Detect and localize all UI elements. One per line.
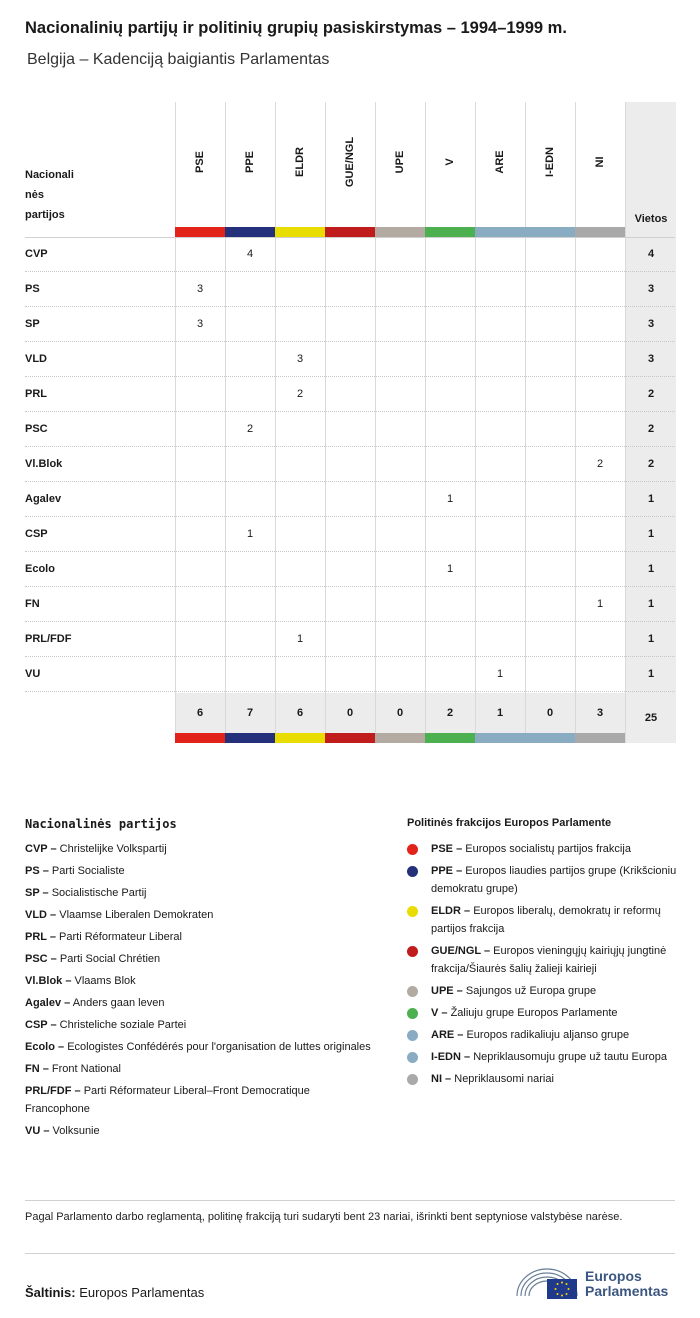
group-total: 2 [446,707,454,719]
seat-cell: 1 [296,633,304,645]
group-full-name: Europos liaudies partijos grupe (Krikšcioniu demokratu grupe) [431,865,677,895]
seat-cell: 2 [596,458,604,470]
ep-hemicycle-icon [514,1262,580,1302]
party-full-name: Parti Réformateur Liberal–Front Democratique Francophone [25,1085,310,1115]
group-code: V – [431,1007,448,1019]
group-color-bar [525,733,575,743]
group-legend-item [407,1004,677,1022]
group-total: 0 [546,707,554,719]
seat-cell: 2 [246,423,254,435]
group-code: PPE – [431,865,463,877]
seat-cell: 1 [596,598,604,610]
group-code: ELDR – [431,905,471,917]
row-total: 1 [647,528,655,540]
group-header [375,102,425,227]
party-name: SP [25,318,40,330]
table-row [25,272,675,307]
party-full-name: Christelijke Volkspartij [59,843,167,855]
table-row [25,412,675,447]
group-code: NI – [431,1073,452,1085]
row-total: 3 [647,283,655,295]
divider [25,1200,675,1201]
row-total: 1 [647,633,655,645]
source-line [25,1285,204,1300]
party-full-name: Front National [51,1063,121,1075]
group-color-bar [325,733,375,743]
seat-cell: 3 [196,318,204,330]
group-color-dot [407,1008,418,1019]
table-row [25,307,675,342]
party-full-name: Anders gaan leven [72,997,165,1009]
table-row [25,237,675,272]
logo-line: Parlamentas [585,1283,669,1299]
table-row [25,342,675,377]
table-row [25,622,675,657]
group-color-bar [275,227,325,237]
group-total: 3 [596,707,604,719]
party-legend-item [25,1122,375,1140]
party-name: VLD [25,353,47,365]
table-row [25,517,675,552]
group-code: I-EDN [544,147,556,177]
party-full-name: Parti Social Chrétien [59,953,161,965]
party-full-name: Vlaamse Liberalen Demokraten [59,909,214,921]
row-total: 3 [647,318,655,330]
page-subtitle: Belgija – Kadenciją baigiantis Parlamentas [27,51,330,68]
group-color-dot [407,1030,418,1041]
party-legend-item [25,884,375,902]
party-name: VU [25,668,41,680]
group-legend-item [407,982,677,1000]
group-legend-item [407,902,677,938]
group-total: 1 [496,707,504,719]
group-header [425,102,475,227]
group-header [175,102,225,227]
group-code: PSE [194,150,206,174]
party-full-name: Parti Socialiste [51,865,125,877]
source-label: Šaltinis: [25,1285,76,1300]
group-full-name: Žaliuju grupe Europos Parlamente [450,1007,618,1019]
group-color-bar [425,227,475,237]
seat-cell: 1 [246,528,254,540]
group-code: UPE [394,150,406,174]
party-code: PSC – [25,953,57,965]
group-legend-item [407,1048,677,1066]
party-name: PSC [25,423,48,435]
group-header [325,102,375,227]
group-legend-item [407,942,677,978]
group-code: ARE – [431,1029,464,1041]
table-row [25,657,675,692]
group-full-name: Europos liberalų, demokratų ir reformų partijos frakcija [431,905,661,935]
seat-cell: 4 [246,248,254,260]
table-row [25,552,675,587]
party-name: PRL/FDF [25,633,72,645]
party-code: FN – [25,1063,49,1075]
party-name: CSP [25,528,48,540]
seat-cell: 3 [196,283,204,295]
row-total: 4 [647,248,655,260]
party-code: Ecolo – [25,1041,65,1053]
page-title: Nacionalinių partijų ir politinių grupių pasiskirstymas – 1994–1999 m. [25,19,567,37]
political-groups-legend-title: Politinės frakcijos Europos Parlamente [407,817,612,829]
group-color-bar [175,227,225,237]
party-legend-item [25,972,375,990]
group-code: PSE – [431,843,463,855]
group-full-name: Europos radikaliuju aljanso grupe [466,1029,630,1041]
party-header-line: partijos [25,209,65,221]
party-header-line: nės [25,189,44,201]
logo-line: Europos [585,1268,642,1284]
group-legend-item [407,1070,677,1088]
party-legend-item [25,840,375,858]
table-row [25,377,675,412]
group-total: 7 [246,707,254,719]
party-column-header [25,165,74,225]
group-legend-item [407,862,677,898]
group-color-bar [575,227,625,237]
group-header [525,102,575,227]
group-color-bar [475,227,525,237]
group-full-name: Nepriklausomuju grupe už tautu Europa [473,1051,668,1063]
group-color-bar [375,227,425,237]
row-total: 2 [647,458,655,470]
group-code: ARE [494,150,506,174]
group-color-bar [225,227,275,237]
party-legend-item [25,906,375,924]
party-full-name: Volksunie [52,1125,100,1137]
party-header-line: Nacionali [25,169,74,181]
party-name: Ecolo [25,563,55,575]
group-color-bar [225,733,275,743]
group-code: PPE [244,150,256,174]
party-legend-item [25,950,375,968]
total-column-header: Vietos [634,213,668,225]
group-code: GUE/NGL [344,136,356,188]
party-code: PRL/FDF – [25,1085,81,1097]
group-color-dot [407,946,418,957]
row-total: 1 [647,598,655,610]
group-code: ELDR [294,147,306,177]
row-total: 3 [647,353,655,365]
group-code: UPE – [431,985,463,997]
party-legend-item [25,1060,375,1078]
party-code: PRL – [25,931,56,943]
party-code: CSP – [25,1019,57,1031]
group-color-bar [575,733,625,743]
group-full-name: Europos socialistų partijos frakcija [465,843,631,855]
group-full-name: Nepriklausomi nariai [454,1073,554,1085]
ep-logo-text [585,1269,668,1299]
national-parties-legend [25,840,375,1144]
party-code: VU – [25,1125,50,1137]
group-full-name: Europos vieningųjų kairiųjų jungtinė frakcija/Šiaurės šalių žalieji kairieji [431,945,667,975]
group-header [475,102,525,227]
seat-cell: 1 [496,668,504,680]
party-name: Agalev [25,493,62,505]
party-legend-item [25,994,375,1012]
seat-cell: 2 [296,388,304,400]
party-name: FN [25,598,40,610]
party-code: PS – [25,865,49,877]
group-color-bar [175,733,225,743]
party-full-name: Ecologistes Confédérés pour l'organisation de luttes originales [67,1041,371,1053]
row-total: 2 [647,388,655,400]
row-total: 2 [647,423,655,435]
group-color-bar [475,733,525,743]
source-value: Europos Parlamentas [79,1285,205,1300]
ep-logo [514,1262,679,1304]
group-color-bar [525,227,575,237]
row-total: 1 [647,668,655,680]
party-code: CVP – [25,843,57,855]
party-name: Vl.Blok [25,458,63,470]
divider [25,1253,675,1254]
party-code: Agalev – [25,997,71,1009]
group-total: 6 [296,707,304,719]
group-header [275,102,325,227]
footnote: Pagal Parlamento darbo reglamentą, politinę frakciją turi sudaryti bent 23 nariai, išrinkti bent septyniose valstybėse narėse. [25,1211,623,1223]
party-full-name: Vlaams Blok [74,975,136,987]
national-parties-legend-title: Nacionalinės partijos [25,817,177,831]
group-total: 0 [396,707,404,719]
party-name: PRL [25,388,47,400]
group-color-dot [407,1074,418,1085]
seat-cell: 1 [446,563,454,575]
table-row [25,447,675,482]
party-full-name: Socialistische Partij [51,887,147,899]
political-groups-legend [407,840,677,1092]
group-legend-item [407,1026,677,1044]
party-legend-item [25,1082,375,1118]
grand-total: 25 [644,712,658,724]
group-code: I-EDN – [431,1051,471,1063]
party-legend-item [25,1038,375,1056]
party-legend-item [25,862,375,880]
row-total: 1 [647,563,655,575]
group-full-name: Sajungos už Europa grupe [465,985,597,997]
group-code: V [444,158,456,166]
group-color-bar [375,733,425,743]
group-color-dot [407,986,418,997]
table-row [25,482,675,517]
party-code: SP – [25,887,49,899]
group-color-dot [407,844,418,855]
group-color-dot [407,1052,418,1063]
group-color-bar [425,733,475,743]
party-full-name: Parti Réformateur Liberal [59,931,182,943]
group-color-dot [407,866,418,877]
row-total: 1 [647,493,655,505]
party-name: PS [25,283,40,295]
party-legend-item [25,928,375,946]
party-full-name: Christeliche soziale Partei [59,1019,187,1031]
group-total: 0 [346,707,354,719]
party-code: VLD – [25,909,57,921]
table-row [25,587,675,622]
group-legend-item [407,840,677,858]
party-legend-item [25,1016,375,1034]
group-total: 6 [196,707,204,719]
group-header [575,102,625,227]
group-color-bar [275,733,325,743]
seat-cell: 3 [296,353,304,365]
group-header [225,102,275,227]
group-color-bar [325,227,375,237]
group-code: GUE/NGL – [431,945,491,957]
seat-cell: 1 [446,493,454,505]
group-code: NI [594,156,606,168]
group-color-dot [407,906,418,917]
party-code: Vl.Blok – [25,975,72,987]
party-name: CVP [25,248,48,260]
